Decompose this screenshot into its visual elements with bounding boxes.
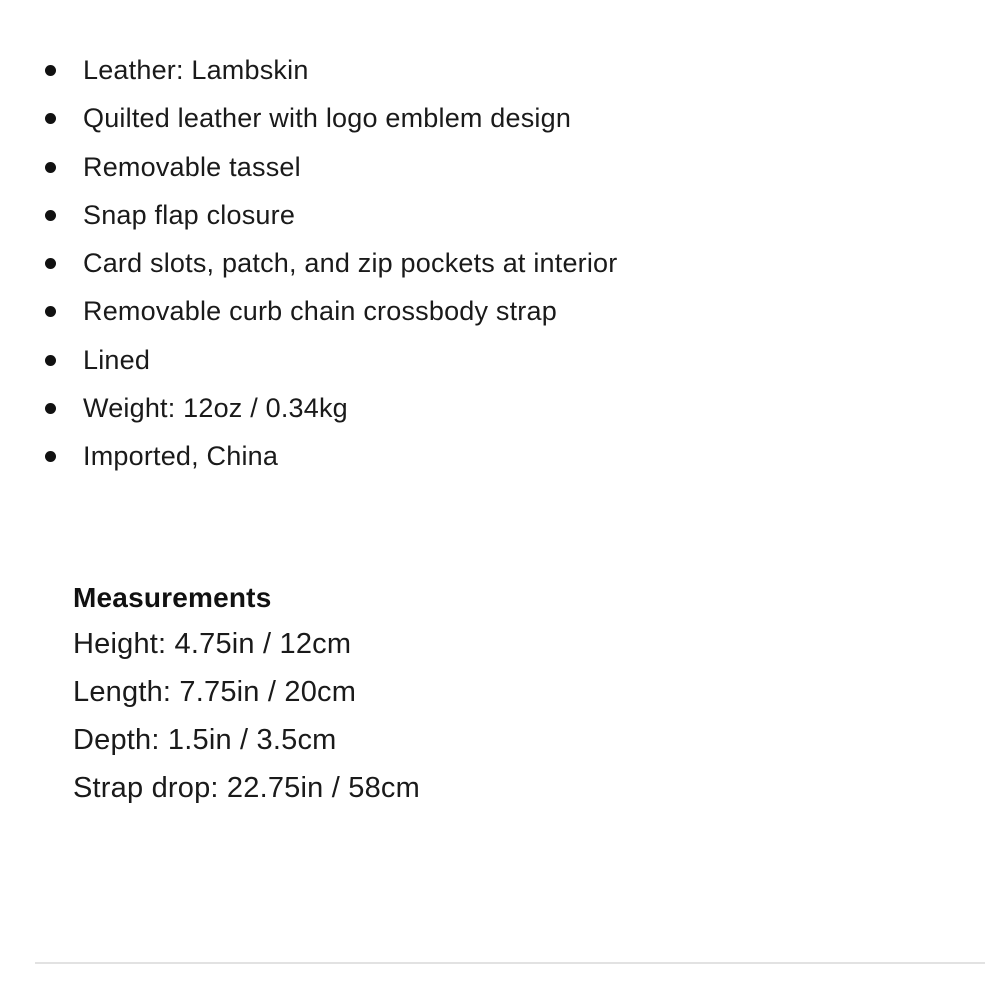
list-item bbox=[40, 46, 617, 94]
list-item bbox=[40, 191, 617, 239]
list-item-text: Snap flap closure bbox=[83, 199, 296, 230]
bullet-icon bbox=[45, 113, 56, 124]
bullet-icon bbox=[45, 403, 56, 414]
list-item-text: Imported, China bbox=[83, 441, 279, 472]
bullet-icon bbox=[45, 162, 56, 173]
list-item bbox=[40, 239, 617, 287]
bullet-icon bbox=[45, 306, 56, 317]
bullet-icon bbox=[45, 210, 56, 221]
measurement-height: Height: 4.75in / 12cm bbox=[73, 628, 352, 660]
bullet-icon bbox=[45, 258, 56, 269]
list-item bbox=[40, 432, 617, 480]
measurements-heading: Measurements bbox=[73, 582, 272, 613]
measurement-depth: Depth: 1.5in / 3.5cm bbox=[73, 724, 337, 756]
bullet-icon bbox=[45, 451, 56, 462]
list-item-text: Leather: Lambskin bbox=[83, 55, 309, 85]
measurement-length: Length: 7.75in / 20cm bbox=[73, 676, 357, 708]
list-item-text: Lined bbox=[83, 344, 151, 375]
list-item-text: Weight: 12oz / 0.34kg bbox=[83, 393, 348, 424]
list-item-text: Removable curb chain crossbody strap bbox=[83, 296, 557, 327]
measurement-strap-drop: Strap drop: 22.75in / 58cm bbox=[73, 772, 420, 804]
bullet-icon bbox=[45, 65, 56, 76]
list-item-text: Quilted leather with logo emblem design bbox=[83, 103, 572, 134]
list-item bbox=[40, 287, 617, 335]
product-details-list bbox=[40, 46, 617, 481]
measurements-section bbox=[73, 576, 420, 812]
list-item-text: Card slots, patch, and zip pockets at interior bbox=[83, 248, 618, 279]
bullet-icon bbox=[45, 355, 56, 366]
list-item bbox=[40, 94, 617, 142]
list-item bbox=[40, 336, 617, 384]
list-item bbox=[40, 143, 617, 191]
list-item-text: Removable tassel bbox=[83, 151, 301, 182]
section-divider bbox=[35, 962, 985, 964]
list-item bbox=[40, 384, 617, 432]
